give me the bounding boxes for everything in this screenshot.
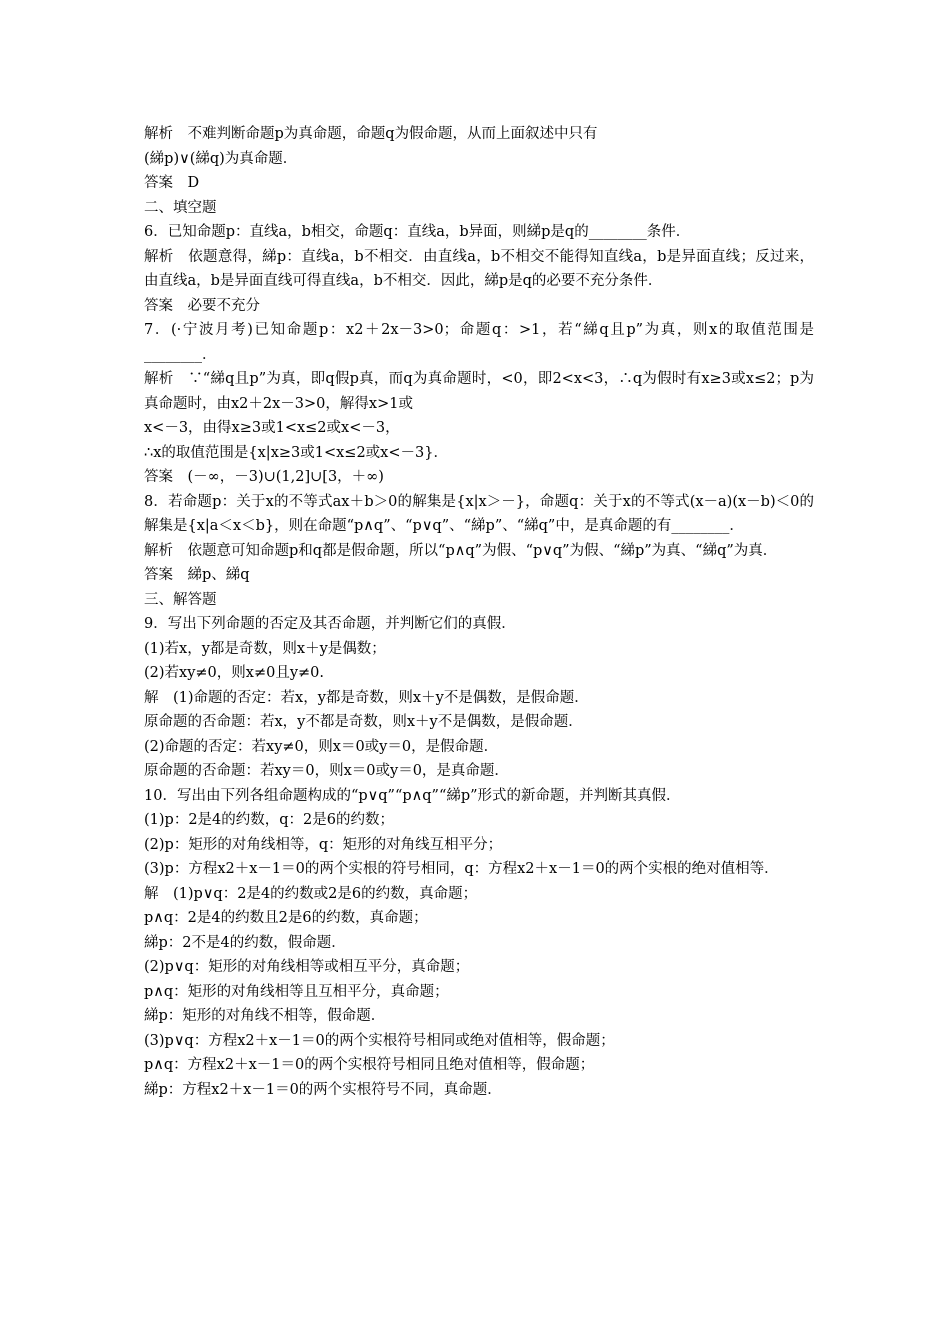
text-line: (2)p∨q：矩形的对角线相等或相互平分，真命题； — [144, 959, 470, 975]
text-line: (1)若x，y都是奇数，则x＋y是偶数； — [144, 640, 386, 657]
text-line: 解 (1)p∨q：2是4的约数或2是6的约数，真命题； — [144, 885, 478, 902]
text-line: 二、填空题 — [144, 199, 217, 216]
text-line: (2)若xy≠0，则x≠0且y≠0. — [144, 665, 325, 681]
text-line: p∧q：2是4的约数且2是6的约数，真命题； — [144, 910, 428, 926]
text-line: 解析 不难判断命题p为真命题，命题q为假命题，从而上面叙述中只有 — [144, 126, 598, 142]
text-line: 10．写出由下列各组命题构成的“p∨q”“p∧q”“綈p”形式的新命题，并判断其真假． — [144, 787, 681, 804]
text-paragraph: 解析 ∵“綈q且p”为真，即q假p真，而q为真命题时，<0，即2<x<3，∴q为假时有x≥3或x≤2；p为真命题时，由x2＋2x－3>0，解得x>1或 — [144, 371, 814, 412]
text-line: (綈p)∨(綈q)为真命题． — [144, 150, 298, 167]
text-line: (3)p∨q：方程x2＋x－1＝0的两个实根符号相同或绝对值相等，假命题； — [144, 1032, 615, 1049]
text-paragraph: (3)p：方程x2＋x－1＝0的两个实根的符号相同，q：方程x2＋x－1＝0的两个实根的绝对值相等． — [144, 861, 779, 877]
text-paragraph: 解析 依题意可知命题p和q都是假命题，所以“p∧q”为假、“p∨q”为假、“綈p”为真、“綈q”为真． — [144, 542, 778, 559]
text-line: 9．写出下列命题的否定及其否命题，并判断它们的真假． — [144, 616, 516, 632]
text-line: ∴x的取值范围是{x|x≥3或1<x≤2或x<－3}． — [144, 444, 448, 461]
text-paragraph: 7．(·宁波月考)已知命题p：x2＋2x－3>0；命题q：>1，若“綈q且p”为真，则x的取值范围是________． — [144, 322, 814, 363]
text-line: (1)p：2是4的约数，q：2是6的约数； — [144, 812, 395, 828]
text-line: 答案 綈p、綈q — [144, 567, 250, 583]
text-line: x<－3，由得x≥3或1<x≤2或x<－3， — [144, 420, 400, 436]
text-line: 6．已知命题p：直线a，b相交，命题q：直线a，b异面，则綈p是q的________条件． — [144, 224, 691, 240]
text-line: 解 (1)命题的否定：若x，y都是奇数，则x＋y不是偶数，是假命题． — [144, 689, 589, 706]
text-paragraph: 解析 依题意得，綈p：直线a，b不相交．由直线a，b不相交不能得知直线a，b是异面直线；反过来，由直线a，b是异面直线可得直线a，b不相交．因此，綈p是q的必要不充分条件． — [144, 248, 814, 289]
text-line: 綈p：方程x2＋x－1＝0的两个实根符号不同，真命题． — [144, 1081, 502, 1098]
text-line: (2)p：矩形的对角线相等，q：矩形的对角线互相平分； — [144, 836, 503, 853]
text-line: 答案 必要不充分 — [144, 297, 260, 314]
text-line: p∧q：矩形的对角线相等且互相平分，真命题； — [144, 983, 449, 1000]
text-line: 綈p：2不是4的约数，假命题． — [144, 934, 346, 951]
text-line: 綈p：矩形的对角线不相等，假命题． — [144, 1008, 386, 1024]
text-line: 答案 (－∞，－3)∪(1,2]∪[3，＋∞) — [144, 469, 384, 485]
text-line: 原命题的否命题：若xy＝0，则x＝0或y＝0，是真命题． — [144, 763, 509, 779]
text-line: 三、解答题 — [144, 591, 217, 608]
text-line: 原命题的否命题：若x，y不都是奇数，则x＋y不是偶数，是假命题． — [144, 714, 583, 730]
document-page — [144, 122, 814, 1102]
text-line: p∧q：方程x2＋x－1＝0的两个实根符号相同且绝对值相等，假命题； — [144, 1057, 595, 1073]
text-paragraph: 8．若命题p：关于x的不等式ax＋b＞0的解集是{x|x＞－}，命题q：关于x的不等式(x－a)(x－b)＜0的解集是{x|a＜x＜b}，则在命题“p∧q”、“p∨q”、“綈p”、“綈q”中，是真命题的有________． — [144, 493, 814, 534]
text-line: (2)命题的否定：若xy≠0，则x＝0或y＝0，是假命题． — [144, 738, 499, 755]
text-line: 答案 D — [144, 175, 200, 191]
